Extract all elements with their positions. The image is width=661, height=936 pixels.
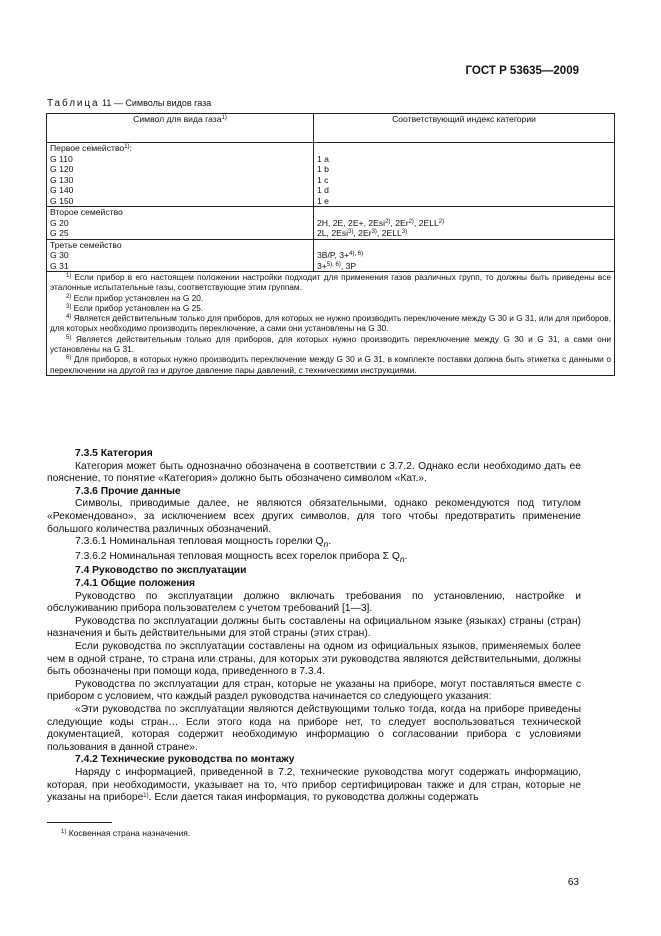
family3-indices <box>314 239 615 272</box>
table-note: $^{4)}$ Является действительным только для приборов, для которых не нужно производить переключение между G 30 и G 31, или для приборов, для которых необходимо производить переключение, а сами они установлены на G 30. <box>50 313 611 334</box>
body-text <box>47 448 581 805</box>
table-note: $^{3)}$ Если прибор установлен на G 25. <box>66 302 204 313</box>
category-index: 1 b <box>317 164 329 174</box>
family3-title: Третье семейство <box>50 239 122 250</box>
paragraph: Руководства по эксплуатации должны быть составлены на официальном языке (языках) страны (стран) назначения и быть действительными для этой страны (этих стран). <box>47 615 581 640</box>
table-row-family3 <box>47 239 615 272</box>
table-row-family2 <box>47 207 615 240</box>
table-row-family1 <box>47 143 615 207</box>
gas-symbol: G 130 <box>50 174 74 185</box>
section-heading-7-3-6: 7.3.6 Прочие данные <box>75 485 181 497</box>
paragraph: Наряду с информацией, приведенной в 7.2, технические руководства могут содержать информацию, которая, при необходимости, указывает на то, что прибор сертифицирован также и для стран, которые не указаны на приборе$^{1)}$. Если дается такая информация, то руководства должны содержать <box>47 766 581 804</box>
family2-gases <box>47 207 314 240</box>
paragraph: Категория может быть однозначно обозначена в соответствии с 3.7.2. Однако если необходимо дать ее пояснение, то понятие «Категория» должно быть обозначено символом «Кат.». <box>47 460 581 485</box>
table-notes <box>47 272 615 376</box>
table-note: $^{6)}$ Для приборов, в которых нужно производить переключение между G 30 и G 31, в комплекте поставки должна быть этикетка с данными о переключении на другой газ и другое давление пары давлений, с техническими инструкциями. <box>50 354 611 375</box>
paragraph: 7.3.6.1 Номинальная тепловая мощность горелки $Q_n$. <box>75 536 332 550</box>
paragraph: «Эти руководства по эксплуатации являются действующими только тогда, когда на приборе приведены следующие коды стран… Если этого кода на приборе нет, то следует воспользоваться технической документацией, которая содержит необходимую информацию о согласовании прибора с условиями пользования в данной стране». <box>47 703 581 753</box>
gas-symbol: G 150 <box>50 195 74 206</box>
category-index: 2H, 2E, 2E+, 2Esi$^{2)}$, 2Er$^{2)}$, 2ELL$^{2)}$ <box>317 217 445 228</box>
table-note: $^{2)}$ Если прибор установлен на G 20. <box>66 292 204 303</box>
table-caption-word: Таблица <box>47 98 100 109</box>
standard-header: ГОСТ Р 53635—2009 <box>465 65 579 77</box>
footnote-separator <box>47 822 112 823</box>
table-note: $^{5)}$ Является действительным только для приборов, для которых нужно производить переключение между G 30 и G 31, а сами они установлены на G 31. <box>50 333 611 355</box>
category-index: 1 c <box>317 174 329 185</box>
footnote: $^{1)}$ Косвенная страна назначения. <box>61 828 191 838</box>
col2-header: Соответствующий индекс категории <box>314 114 615 143</box>
gas-symbol: G 140 <box>50 185 74 195</box>
family1-title: Первое семейство$^{1)}$: <box>50 143 132 153</box>
section-heading-7-4: 7.4 Руководство по эксплуатации <box>75 565 247 577</box>
section-heading-7-3-5: 7.3.5 Категория <box>75 448 153 459</box>
page-number: 63 <box>567 877 579 888</box>
category-index: 3B/P, 3+$^{4), 6)}$ <box>317 250 364 260</box>
family2-title: Второе семейство <box>50 207 123 217</box>
family1-indices <box>314 143 615 207</box>
gas-symbols-table <box>46 113 615 376</box>
category-index: 1 d <box>317 185 329 195</box>
paragraph: 7.3.6.2 Номинальная тепловая мощность всех горелок прибора Σ $Q_n$. <box>75 550 408 564</box>
family3-gases <box>47 239 314 272</box>
table-note: $^{1)}$ Если прибор в его настоящем положении настройки подходит для применения газов различных групп, то должны быть приведены все эталонные испытательные газы, соответствующие этим группам. <box>50 272 611 293</box>
paragraph: Символы, приводимые далее, не являются обязательными, однако рекомендуются под титулом «Рекомендовано», за исключением всех других символов, для того чтобы предотвратить применение большого количества различных обозначений. <box>47 498 581 535</box>
family2-indices <box>314 207 615 240</box>
table-caption <box>47 98 211 109</box>
paragraph: Если руководства по эксплуатации составлены на одном из официальных языков, применяемых более чем в одной стране, то страна или страны, для которых эти руководства являются действительными, должны быть обозначены при помощи кода, приведенного в 7.3.4. <box>47 641 581 678</box>
col1-header: Символ для вида газа$^{1)}$ <box>47 114 314 143</box>
table-header-row <box>47 114 615 143</box>
paragraph: Руководство по эксплуатации должно включать требования по установлению, настройке и обслуживанию прибора пользователем с учетом требований [1—3]. <box>47 590 581 615</box>
paragraph: Руководства по эксплуатации для стран, которые не указаны на приборе, могут поставляться вместе с прибором с условием, что каждый раздел руководства начинается со следующего указания: <box>47 678 581 703</box>
gas-symbol: G 31 <box>50 260 69 271</box>
section-heading-7-4-1: 7.4.1 Общие положения <box>75 578 195 590</box>
category-index: 3+$^{5), 6)}$, 3P <box>317 260 357 271</box>
table-caption-text: 11 — Символы видов газа <box>102 98 212 108</box>
category-index: 1 e <box>317 195 329 206</box>
gas-symbol: G 20 <box>50 217 69 228</box>
gas-symbol: G 120 <box>50 164 74 174</box>
category-index: 1 a <box>317 153 329 164</box>
gas-symbol: G 30 <box>50 250 69 260</box>
gas-symbol: G 110 <box>50 153 73 164</box>
gas-symbol: G 25 <box>50 228 69 238</box>
category-index: 2L, 2Esi$^{3)}$, 2Er$^{3)}$, 2ELL$^{3)}$ <box>317 228 408 238</box>
table-notes-row <box>47 272 615 376</box>
family1-gases <box>47 143 314 207</box>
section-heading-7-4-2: 7.4.2 Технические руководства по монтажу <box>75 754 295 766</box>
